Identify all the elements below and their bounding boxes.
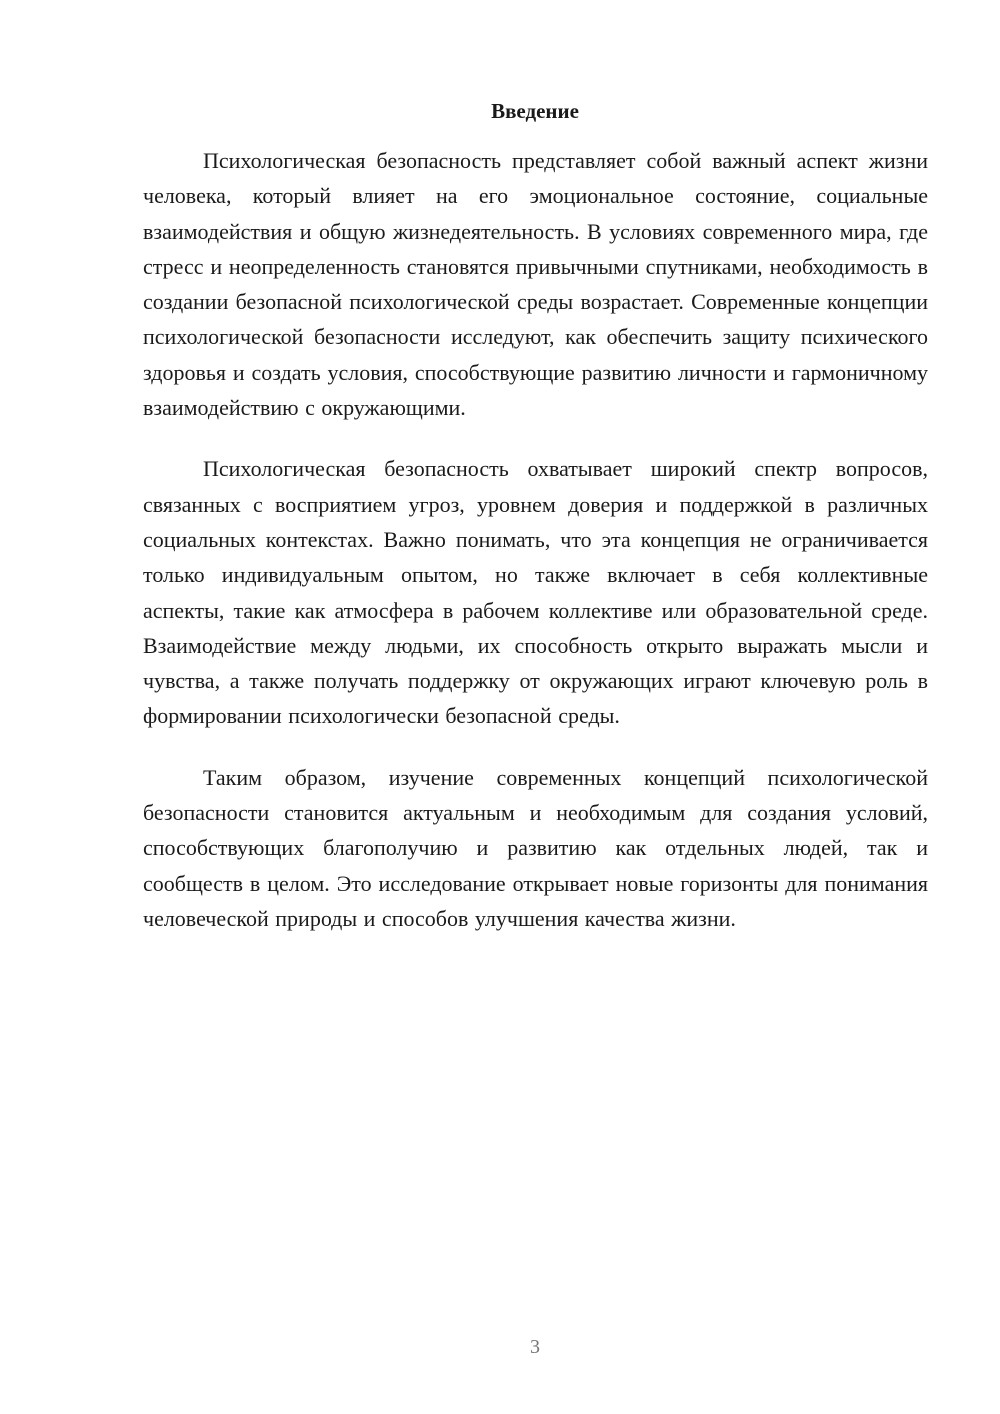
- paragraph-1: Психологическая безопасность представляет собой важный аспект жизни человека, который влияет на его эмоциональное состояние, социальные взаимодействия и общую жизнедеятельность. В условиях современного мира, где стресс и неопределенность становятся привычными спутниками, необходимость в создании безопасной психологической среды возрастает. Современные концепции психологической безопасности исследуют, как обеспечить защиту психического здоровья и создать условия, способствующие развитию личности и гармоничному взаимодействию с окружающими.: [143, 148, 928, 421]
- section-heading: Введение: [491, 99, 579, 123]
- page-number: 3: [530, 1336, 540, 1358]
- body-text: [143, 143, 928, 962]
- paragraph-2: Психологическая безопасность охватывает широкий спектр вопросов, связанных с восприятием угроз, уровнем доверия и поддержкой в различных социальных контекстах. Важно понимать, что эта концепция не ограничивается только индивидуальным опытом, но также включает в себя коллективные аспекты, такие как атмосфера в рабочем коллективе или образовательной среде. Взаимодействие между людьми, их способность открыто выражать мысли и чувства, а также получать поддержку от окружающих играют ключевую роль в формировании психологически безопасной среды.: [143, 456, 928, 729]
- paragraph-3: Таким образом, изучение современных концепций психологической безопасности становится актуальным и необходимым для создания условий, способствующих благополучию и развитию как отдельных людей, так и сообществ в целом. Это исследование открывает новые горизонты для понимания человеческой природы и способов улучшения качества жизни.: [143, 764, 928, 931]
